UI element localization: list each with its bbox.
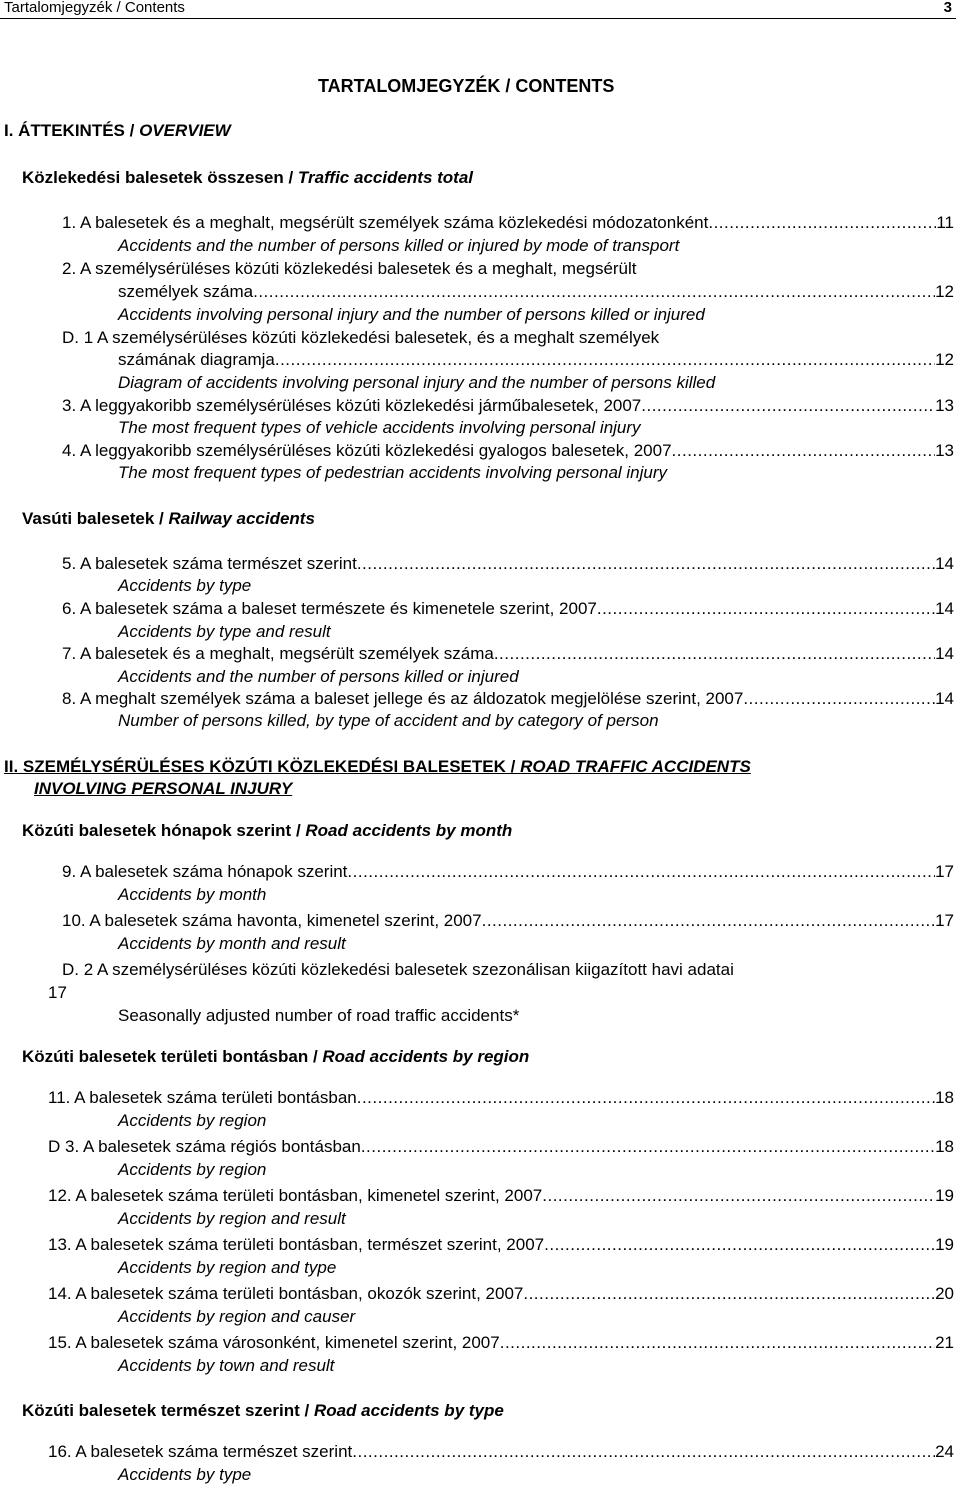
running-header-title: Tartalomjegyzék / Contents: [4, 0, 185, 16]
toc-entry-2-line1: 2. A személysérüléses közúti közlekedési balesetek és a meghalt, megsérült: [62, 259, 637, 278]
toc-entry-16-en: Accidents by type: [118, 1465, 252, 1484]
page-ref: 14: [935, 599, 954, 618]
part-2-heading-line2: INVOLVING PERSONAL INJURY: [34, 779, 293, 798]
part-2-heading: II. SZEMÉLYSÉRÜLÉSES KÖZÚTI KÖZLEKEDÉSI BALESETEK / ROAD TRAFFIC ACCIDENTS: [4, 757, 751, 776]
page-ref: 18: [935, 1137, 954, 1156]
page-ref: 17: [935, 862, 954, 881]
toc-entry-4-en: The most frequent types of pedestrian accidents involving personal injury: [118, 463, 668, 482]
toc-title: TARTALOMJEGYZÉK / CONTENTS: [318, 76, 615, 96]
running-header: [0, 0, 956, 19]
page-ref: 13: [935, 396, 954, 415]
toc-entry-11-en: Accidents by region: [118, 1111, 267, 1130]
toc-entry-8-en: Number of persons killed, by type of accident and by category of person: [118, 711, 659, 730]
toc-entry-6-en: Accidents by type and result: [118, 622, 331, 641]
toc-entry-d3[interactable]: D 3. A balesetek száma régiós bontásban ..... 18: [48, 1137, 954, 1157]
section-heading-month: Közúti balesetek hónapok szerint / Road accidents by month: [22, 821, 513, 840]
toc-entry-10-en: Accidents by month and result: [118, 934, 346, 953]
toc-entry-2[interactable]: személyek száma ..... 12: [118, 282, 954, 302]
toc-entry-14-en: Accidents by region and causer: [118, 1307, 356, 1326]
part-1-heading: I. ÁTTEKINTÉS / OVERVIEW: [4, 121, 231, 140]
page-ref: 20: [935, 1284, 954, 1303]
page-ref: 14: [935, 644, 954, 663]
toc-entry-d1-en: Diagram of accidents involving personal injury and the number of persons killed: [118, 373, 716, 392]
toc-entry-13[interactable]: 13. A balesetek száma területi bontásban, természet szerint, 2007 ..... 19: [48, 1235, 954, 1255]
page-ref: 19: [935, 1186, 954, 1205]
page-ref: 11: [936, 213, 954, 232]
page-ref: 14: [935, 689, 954, 708]
toc-entry-d2[interactable]: D. 2 A személysérüléses közúti közlekedési balesetek szezonálisan kiigazított havi adatai: [62, 960, 734, 979]
toc-entry-d1[interactable]: számának diagramja ..... 12: [118, 350, 954, 370]
page-ref-d2: 17: [48, 983, 67, 1002]
toc-entry-d3-en: Accidents by region: [118, 1160, 267, 1179]
section-heading-total: Közlekedési balesetek összesen / Traffic accidents total: [22, 168, 474, 187]
section-heading-railway: Vasúti balesetek / Railway accidents: [22, 509, 315, 528]
page-number: 3: [943, 0, 952, 16]
toc-entry-5[interactable]: 5. A balesetek száma természet szerint ..... 14: [62, 554, 954, 574]
toc-entry-d2-en: Seasonally adjusted number of road traffic accidents*: [118, 1006, 520, 1025]
toc-entry-d1-line1: D. 1 A személysérüléses közúti közlekedési balesetek, és a meghalt személyek: [62, 328, 660, 347]
page-ref: 12: [935, 282, 954, 301]
toc-entry-15[interactable]: 15. A balesetek száma városonként, kimenetel szerint, 2007 ..... 21: [48, 1333, 954, 1353]
page-ref: 24: [935, 1442, 954, 1461]
toc-entry-6[interactable]: 6. A balesetek száma a baleset természete és kimenetele szerint, 2007 ..... 14: [62, 599, 954, 619]
page-ref: 12: [935, 350, 954, 369]
toc-entry-14[interactable]: 14. A balesetek száma területi bontásban, okozók szerint, 2007 ..... 20: [48, 1284, 954, 1304]
toc-entry-12[interactable]: 12. A balesetek száma területi bontásban, kimenetel szerint, 2007 ..... 19: [48, 1186, 954, 1206]
toc-entry-4[interactable]: 4. A leggyakoribb személysérüléses közúti közlekedési gyalogos balesetek, 2007 ..... 13: [62, 441, 954, 461]
toc-entry-13-en: Accidents by region and type: [118, 1258, 337, 1277]
page-ref: 14: [935, 554, 954, 573]
toc-entry-2-en: Accidents involving personal injury and the number of persons killed or injured: [118, 305, 705, 324]
section-heading-type: Közúti balesetek természet szerint / Road accidents by type: [22, 1401, 504, 1420]
page-ref: 17: [935, 911, 954, 930]
toc-entry-9[interactable]: 9. A balesetek száma hónapok szerint ..... 17: [62, 862, 954, 882]
toc-entry-3-en: The most frequent types of vehicle accidents involving personal injury: [118, 418, 641, 437]
section-heading-region: Közúti balesetek területi bontásban / Road accidents by region: [22, 1047, 530, 1066]
toc-entry-11[interactable]: 11. A balesetek száma területi bontásban ..... 18: [48, 1088, 954, 1108]
toc-entry-7[interactable]: 7. A balesetek és a meghalt, megsérült személyek száma ..... 14: [62, 644, 954, 664]
page-ref: 19: [935, 1235, 954, 1254]
toc-entry-15-en: Accidents by town and result: [118, 1356, 335, 1375]
toc-entry-8[interactable]: 8. A meghalt személyek száma a baleset jellege és az áldozatok megjelölése szerint, 2007 ..... 14: [62, 689, 954, 709]
toc-entry-3[interactable]: 3. A leggyakoribb személysérüléses közúti közlekedési járműbalesetek, 2007 ..... 13: [62, 396, 954, 416]
toc-entry-1-en: Accidents and the number of persons killed or injured by mode of transport: [118, 236, 680, 255]
toc-entry-12-en: Accidents by region and result: [118, 1209, 346, 1228]
toc-entry-16[interactable]: 16. A balesetek száma természet szerint ..... 24: [48, 1442, 954, 1462]
page-ref: 18: [935, 1088, 954, 1107]
toc-entry-10[interactable]: 10. A balesetek száma havonta, kimenetel szerint, 2007 ..... 17: [62, 911, 954, 931]
toc-entry-1[interactable]: 1. A balesetek és a meghalt, megsérült személyek száma közlekedési módozatonként ..... 11: [62, 213, 954, 233]
toc-entry-9-en: Accidents by month: [118, 885, 267, 904]
page-ref: 13: [935, 441, 954, 460]
toc-entry-7-en: Accidents and the number of persons killed or injured: [118, 667, 519, 686]
page-ref: 21: [935, 1333, 954, 1352]
toc-entry-5-en: Accidents by type: [118, 576, 252, 595]
